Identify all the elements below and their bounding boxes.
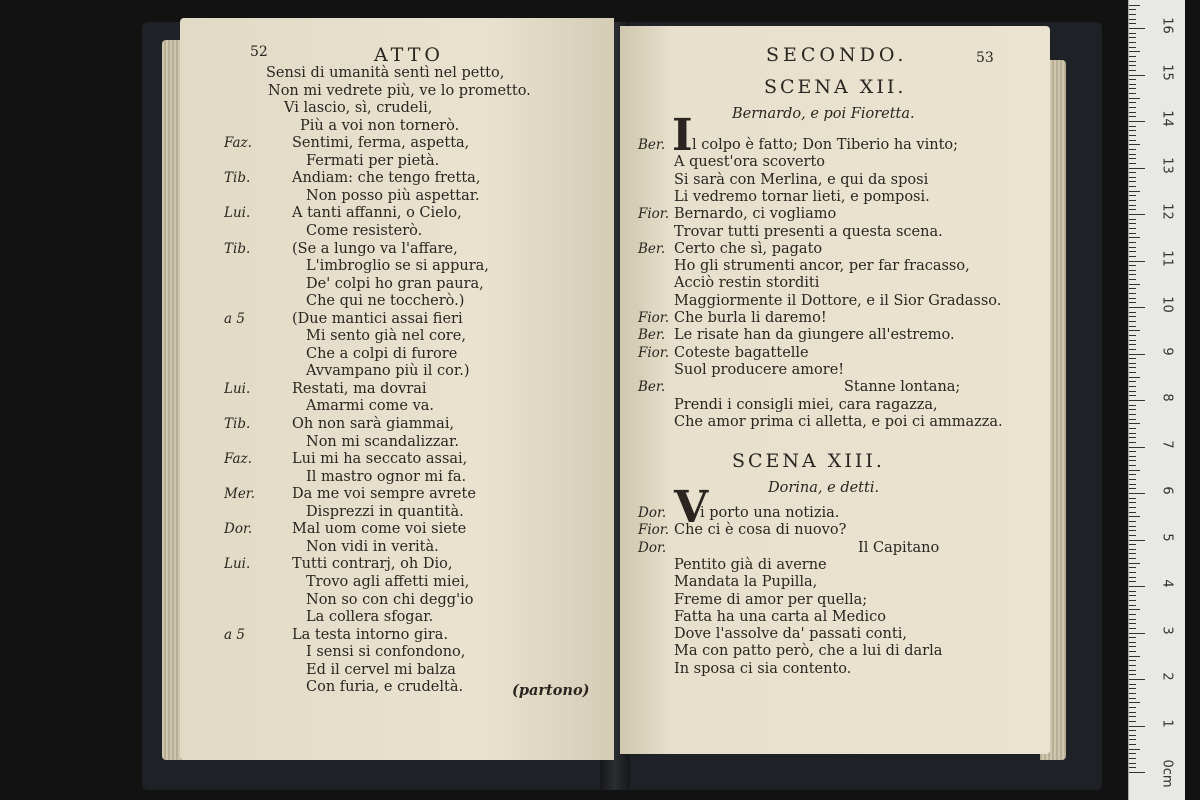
verse-line: A tanti affanni, o Cielo,	[292, 205, 462, 222]
ruler-tick	[1129, 521, 1136, 522]
verse-line: Ho gli strumenti ancor, per far fracasso,	[674, 258, 970, 275]
speaker-label: Lui.	[224, 380, 251, 397]
ruler-tick	[1129, 577, 1136, 578]
ruler-tick	[1129, 451, 1136, 452]
ruler-label: 3	[1159, 625, 1175, 635]
ruler-tick	[1129, 460, 1136, 461]
ruler-tick	[1129, 712, 1136, 713]
ruler-label: 5	[1159, 532, 1175, 542]
ruler-tick	[1129, 98, 1140, 99]
ruler-tick	[1129, 200, 1136, 201]
ruler-tick	[1129, 158, 1136, 159]
ruler-tick	[1129, 135, 1136, 136]
verse-line: Il Capitano	[858, 539, 940, 556]
ruler-tick	[1129, 23, 1136, 24]
ruler-tick	[1129, 358, 1136, 359]
ruler-label: 2	[1159, 672, 1175, 681]
ruler-tick	[1129, 88, 1136, 89]
verse-line: Pentito già di averne	[674, 556, 827, 573]
ruler-tick	[1129, 716, 1136, 717]
ruler-tick	[1129, 721, 1136, 722]
drop-cap-v: V	[674, 482, 709, 533]
ruler-tick	[1129, 61, 1136, 62]
ruler-tick	[1129, 698, 1136, 699]
speaker-label: Ber.	[638, 379, 666, 396]
ruler-tick	[1129, 600, 1136, 601]
verse-line: Trovar tutti presenti a questa scena.	[674, 223, 943, 240]
ruler-tick	[1129, 33, 1136, 34]
ruler-tick	[1129, 772, 1145, 773]
verse-line: Che ci è cosa di nuovo?	[674, 522, 847, 539]
ruler-tick	[1129, 726, 1145, 727]
ruler-label: 6	[1159, 486, 1175, 495]
verse-line: Con furia, e crudeltà.	[306, 679, 464, 696]
ruler-tick	[1129, 642, 1136, 643]
ruler-tick	[1129, 130, 1136, 131]
ruler-tick	[1129, 651, 1136, 652]
verse-line: Sensi di umanità sentì nel petto,	[266, 65, 505, 81]
ruler-tick	[1129, 479, 1136, 480]
ruler-tick	[1129, 279, 1136, 280]
ruler-tick	[1129, 93, 1136, 94]
ruler-tick	[1129, 42, 1136, 43]
ruler-tick	[1129, 707, 1136, 708]
verse-line: Come resisterò.	[306, 222, 423, 239]
speaker-label: Fior.	[638, 344, 670, 361]
verse-line: Non mi vedrete più, ve lo prometto.	[268, 82, 531, 99]
ruler-tick	[1129, 437, 1136, 438]
ruler-tick	[1129, 177, 1136, 178]
ruler-tick	[1129, 535, 1136, 536]
verse-line: Che qui ne toccherò.)	[306, 293, 465, 310]
speaker-label: Tib.	[224, 240, 251, 257]
running-head-right: SECONDO.	[766, 44, 908, 66]
speaker-label: Ber.	[638, 327, 666, 344]
ruler-tick	[1129, 544, 1136, 545]
ruler-tick	[1129, 516, 1140, 517]
ruler-tick	[1129, 433, 1136, 434]
verse-line: Acciò restin storditi	[674, 275, 820, 292]
ruler-label: 11	[1159, 249, 1175, 267]
ruler-tick	[1129, 693, 1136, 694]
verse-line: Avvampano più il cor.)	[306, 363, 470, 380]
ruler-tick	[1129, 735, 1136, 736]
ruler-label: 7	[1159, 439, 1175, 449]
ruler-tick	[1129, 730, 1136, 731]
ruler-label: 12	[1159, 203, 1175, 220]
ruler-tick	[1129, 298, 1136, 299]
running-head-left: ATTO	[374, 44, 444, 66]
ruler-tick	[1129, 112, 1136, 113]
verse-line: Mal uom come voi siete	[292, 521, 467, 538]
verse-line: Freme di amor per quella;	[674, 591, 868, 608]
ruler-tick	[1129, 753, 1136, 754]
ruler-tick	[1129, 84, 1136, 85]
ruler-tick	[1129, 656, 1140, 657]
ruler-tick	[1129, 512, 1136, 513]
ruler-tick	[1129, 79, 1136, 80]
ruler-label: 10	[1159, 296, 1175, 313]
verse-line: La testa intorno gira.	[292, 626, 449, 643]
scene-12-title: SCENA XII.	[764, 76, 907, 98]
ruler-label: 8	[1159, 393, 1175, 402]
verse-line: L'imbroglio se si appura,	[306, 258, 489, 275]
verse-line: Mandata la Pupilla,	[674, 574, 818, 591]
ruler-tick	[1129, 470, 1140, 471]
verse-line: Amarmi come va.	[306, 398, 435, 415]
ruler-tick	[1129, 586, 1145, 587]
verse-line: Ma con patto però, che a lui di darla	[674, 643, 943, 660]
ruler-tick	[1129, 191, 1140, 192]
verse-line: Il mastro ognor mi fa.	[306, 468, 467, 485]
ruler-tick	[1129, 637, 1136, 638]
ruler-tick	[1129, 405, 1136, 406]
page-number-left: 52	[250, 44, 268, 60]
ruler-tick	[1129, 51, 1140, 52]
ruler-tick	[1129, 739, 1136, 740]
ruler-tick	[1129, 261, 1145, 262]
ruler-tick	[1129, 507, 1136, 508]
verse-line: Andiam: che tengo fretta,	[292, 170, 481, 187]
verse-line: Oh non sarà giammai,	[292, 416, 455, 432]
ruler-label: 13	[1159, 156, 1175, 174]
ruler-tick	[1129, 688, 1136, 689]
ruler-tick	[1129, 414, 1136, 415]
ruler-tick	[1129, 744, 1136, 745]
ruler-tick	[1129, 419, 1136, 420]
ruler-tick	[1129, 484, 1136, 485]
ruler-tick	[1129, 646, 1136, 647]
ruler-tick	[1129, 702, 1140, 703]
ruler-tick	[1129, 47, 1136, 48]
ruler-tick	[1129, 502, 1136, 503]
verse-line: Ed il cervel mi balza	[306, 661, 456, 678]
ruler-tick	[1129, 349, 1136, 350]
ruler-tick	[1129, 465, 1136, 466]
ruler-tick	[1129, 195, 1136, 196]
ruler-tick	[1129, 219, 1136, 220]
ruler-tick	[1129, 428, 1136, 429]
ruler-label: 14	[1159, 110, 1175, 127]
ruler-tick	[1129, 391, 1136, 392]
ruler-tick	[1129, 321, 1136, 322]
measurement-ruler	[1128, 0, 1185, 800]
verse-line: A quest'ora scoverto	[674, 154, 826, 171]
ruler-tick	[1129, 493, 1145, 494]
ruler-tick	[1129, 763, 1136, 764]
verse-line: Non so con chi degg'io	[306, 591, 474, 608]
ruler-tick	[1129, 619, 1136, 620]
ruler-tick	[1129, 628, 1136, 629]
ruler-tick	[1129, 354, 1145, 355]
verse-line: Coteste bagattelle	[674, 344, 809, 361]
ruler-tick	[1129, 605, 1136, 606]
ruler-tick	[1129, 9, 1136, 10]
verse-line: Più a voi non tornerò.	[300, 117, 460, 134]
verse-line: Disprezzi in quantità.	[306, 503, 464, 520]
verse-line: Stanne lontana;	[844, 379, 961, 396]
ruler-tick	[1129, 595, 1136, 596]
ruler-tick	[1129, 684, 1136, 685]
ruler-tick	[1129, 660, 1136, 661]
verse-line: Tutti contrarj, oh Dio,	[292, 556, 453, 573]
speaker-label: a 5	[224, 310, 245, 327]
ruler-tick	[1129, 265, 1136, 266]
speaker-label: Faz.	[224, 135, 252, 152]
ruler-label: 4	[1159, 579, 1175, 588]
verse-line: Non posso più aspettar.	[306, 187, 480, 204]
ruler-tick	[1129, 205, 1136, 206]
scene-13-title: SCENA XIII.	[732, 450, 885, 472]
ruler-tick	[1129, 168, 1145, 169]
ruler-tick	[1129, 372, 1136, 373]
page-number-right: 53	[976, 50, 994, 66]
ruler-tick	[1129, 5, 1140, 6]
verse-line: Li vedremo tornar lieti, e pomposi.	[674, 188, 930, 205]
verse-line: Non vidi in verità.	[306, 538, 439, 555]
ruler-tick	[1129, 65, 1136, 66]
ruler-tick	[1129, 70, 1136, 71]
verse-line: Restati, ma dovrai	[292, 380, 427, 397]
ruler-tick	[1129, 344, 1136, 345]
speaker-label: Fior.	[638, 206, 670, 223]
ruler-tick	[1129, 228, 1136, 229]
ruler-tick	[1129, 670, 1136, 671]
ruler-tick	[1129, 423, 1140, 424]
verse-line: i porto una notizia.	[700, 505, 840, 521]
ruler-tick	[1129, 121, 1145, 122]
ruler-tick	[1129, 186, 1136, 187]
right-page	[620, 26, 1050, 754]
ruler-tick	[1129, 386, 1136, 387]
ruler-label: 0cm	[1159, 759, 1175, 788]
ruler-tick	[1129, 665, 1136, 666]
ruler-tick	[1129, 144, 1140, 145]
ruler-tick	[1129, 330, 1140, 331]
ruler-tick	[1129, 498, 1136, 499]
ruler-tick	[1129, 181, 1136, 182]
verse-line: Che burla li daremo!	[674, 310, 827, 326]
speaker-label: Mer.	[224, 486, 256, 503]
speaker-label: Ber.	[638, 240, 666, 257]
ruler-tick	[1129, 247, 1136, 248]
speaker-label: Ber.	[638, 137, 666, 153]
ruler-tick	[1129, 474, 1136, 475]
ruler-tick	[1129, 609, 1140, 610]
speaker-label: Dor.	[638, 505, 667, 521]
verse-line: Che a colpi di furore	[306, 345, 458, 362]
ruler-tick	[1129, 567, 1136, 568]
ruler-tick	[1129, 242, 1136, 243]
scene-12-persons: Bernardo, e poi Fioretta.	[732, 106, 915, 122]
verse-line: Le risate han da giungere all'estremo.	[674, 327, 955, 344]
ruler-tick	[1129, 674, 1136, 675]
ruler-tick	[1129, 400, 1145, 401]
speaker-label: Faz.	[224, 451, 252, 468]
ruler-label: 9	[1159, 346, 1175, 356]
ruler-tick	[1129, 302, 1136, 303]
ruler-tick	[1129, 767, 1136, 768]
ruler-tick	[1129, 591, 1136, 592]
ruler-tick	[1129, 553, 1136, 554]
ruler-tick	[1129, 549, 1136, 550]
ruler-tick	[1129, 172, 1136, 173]
verse-line: Certo che sì, pagato	[674, 240, 823, 257]
ruler-tick	[1129, 395, 1136, 396]
ruler-tick	[1129, 581, 1136, 582]
verse-line: Che amor prima ci alletta, e poi ci ammazza.	[674, 413, 1003, 430]
verse-line: De' colpi ho gran paura,	[306, 275, 484, 292]
ruler-tick	[1129, 442, 1136, 443]
ruler-tick	[1129, 572, 1136, 573]
ruler-tick	[1129, 116, 1136, 117]
verse-line: Fermati per pietà.	[306, 152, 440, 169]
ruler-tick	[1129, 563, 1140, 564]
speaker-label: Tib.	[224, 416, 251, 432]
ruler-tick	[1129, 288, 1136, 289]
ruler-tick	[1129, 56, 1136, 57]
ruler-tick	[1129, 270, 1136, 271]
ruler-tick	[1129, 251, 1136, 252]
verse-line: Vi lascio, sì, crudeli,	[284, 100, 433, 117]
ruler-tick	[1129, 293, 1136, 294]
ruler-tick	[1129, 19, 1136, 20]
exit-direction: (partono)	[512, 682, 590, 699]
ruler-tick	[1129, 233, 1136, 234]
ruler-tick	[1129, 154, 1136, 155]
ruler-tick	[1129, 163, 1136, 164]
ruler-tick	[1129, 209, 1136, 210]
speaker-label: Lui.	[224, 205, 251, 222]
ruler-tick	[1129, 679, 1145, 680]
ruler-tick	[1129, 749, 1140, 750]
ruler-tick	[1129, 540, 1145, 541]
verse-line: Da me voi sempre avrete	[292, 486, 476, 503]
ruler-tick	[1129, 256, 1136, 257]
scene-13-persons: Dorina, e detti.	[768, 480, 880, 496]
verse-line: I sensi si confondono,	[306, 644, 466, 661]
ruler-tick	[1129, 377, 1140, 378]
ruler-label: 16	[1159, 17, 1175, 34]
ruler-tick	[1129, 149, 1136, 150]
verse-line: La collera sfogar.	[306, 609, 434, 626]
ruler-tick	[1129, 107, 1136, 108]
verse-line: Bernardo, ci vogliamo	[674, 206, 837, 223]
ruler-tick	[1129, 381, 1136, 382]
verse-line: Sentimi, ferma, aspetta,	[292, 135, 470, 152]
ruler-tick	[1129, 409, 1136, 410]
ruler-tick	[1129, 102, 1136, 103]
verse-line: Lui mi ha seccato assai,	[292, 451, 468, 468]
ruler-tick	[1129, 488, 1136, 489]
verse-line: Prendi i consigli miei, cara ragazza,	[674, 396, 938, 413]
ruler-tick	[1129, 335, 1136, 336]
verse-line: (Se a lungo va l'affare,	[292, 240, 458, 257]
verse-line: Dove l'assolve da' passati conti,	[674, 626, 907, 643]
speaker-label: a 5	[224, 626, 245, 643]
ruler-tick	[1129, 312, 1136, 313]
ruler-tick	[1129, 316, 1136, 317]
verse-line: Suol producere amore!	[674, 361, 845, 378]
verse-line: l colpo è fatto; Don Tiberio ha vinto;	[692, 137, 959, 153]
speaker-label: Dor.	[224, 521, 253, 538]
speaker-label: Tib.	[224, 170, 251, 187]
ruler-tick	[1129, 558, 1136, 559]
ruler-tick	[1129, 274, 1136, 275]
ruler-tick	[1129, 363, 1136, 364]
ruler-tick	[1129, 237, 1140, 238]
ruler-tick	[1129, 307, 1145, 308]
ruler-tick	[1129, 530, 1136, 531]
verse-line: Maggiormente il Dottore, e il Sior Gradasso.	[674, 292, 1002, 309]
ruler-tick	[1129, 367, 1136, 368]
ruler-tick	[1129, 340, 1136, 341]
ruler-tick	[1129, 284, 1140, 285]
ruler-label: 1	[1159, 718, 1175, 728]
ruler-tick	[1129, 614, 1136, 615]
ruler-tick	[1129, 447, 1145, 448]
verse-line: In sposa ci sia contento.	[674, 660, 852, 677]
ruler-tick	[1129, 37, 1136, 38]
ruler-label: 15	[1159, 63, 1175, 81]
ruler-tick	[1129, 126, 1136, 127]
verse-line: Non mi scandalizzar.	[306, 433, 459, 450]
speaker-label: Dor.	[638, 539, 667, 556]
speaker-label: Fior.	[638, 522, 670, 539]
verse-line: Trovo agli affetti miei,	[306, 573, 470, 590]
ruler-tick	[1129, 223, 1136, 224]
left-page	[180, 18, 614, 760]
ruler-tick	[1129, 526, 1136, 527]
ruler-tick	[1129, 140, 1136, 141]
ruler-tick	[1129, 326, 1136, 327]
verse-line: Si sarà con Merlina, e qui da sposi	[674, 171, 929, 188]
speaker-label: Lui.	[224, 556, 251, 573]
ruler-tick	[1129, 633, 1145, 634]
ruler-tick	[1129, 758, 1136, 759]
verse-line: Fatta ha una carta al Medico	[674, 608, 887, 625]
ruler-tick	[1129, 456, 1136, 457]
ruler-tick	[1129, 28, 1145, 29]
ruler-tick	[1129, 14, 1136, 15]
ruler-tick	[1129, 623, 1136, 624]
ruler-tick	[1129, 214, 1145, 215]
verse-line: Mi sento già nel core,	[306, 328, 466, 345]
ruler-tick	[1129, 75, 1145, 76]
speaker-label: Fior.	[638, 310, 670, 326]
drop-cap-i: I	[672, 110, 693, 161]
verse-line: (Due mantici assai fieri	[292, 310, 463, 327]
